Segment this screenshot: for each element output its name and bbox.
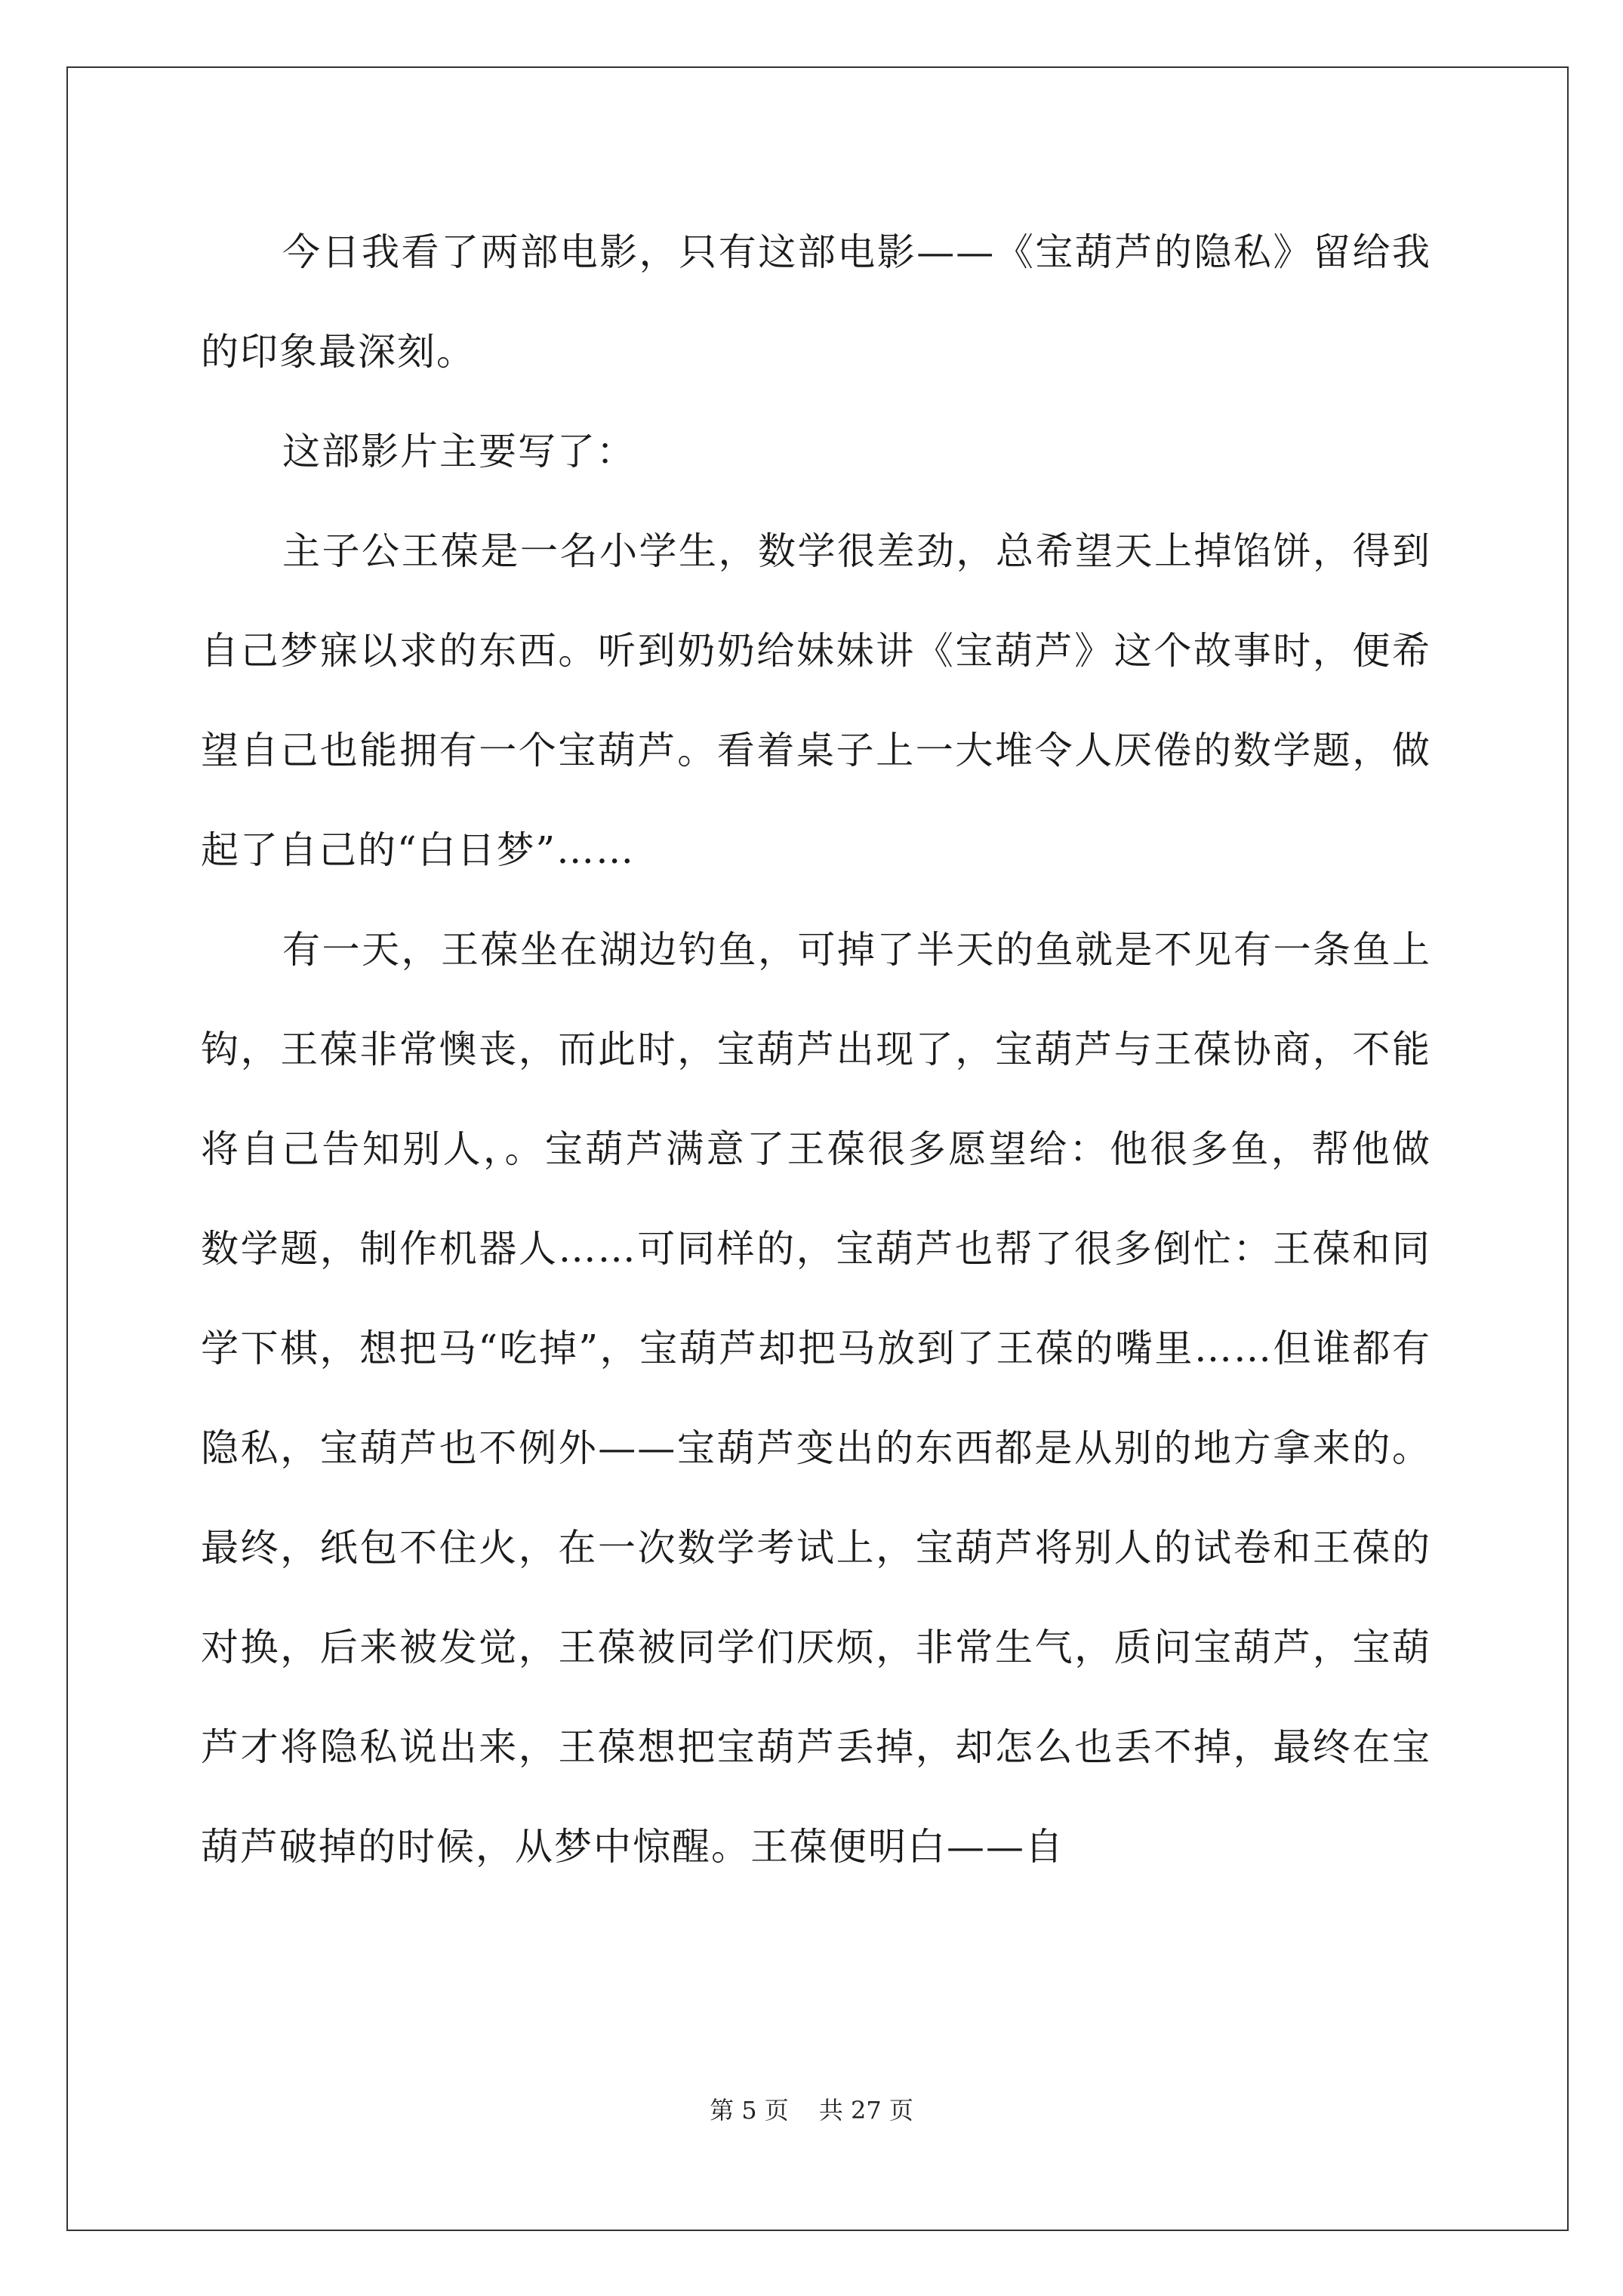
page-number: 第 5 页 — [710, 2096, 789, 2125]
paragraph-2: 这部影片主要写了： — [282, 430, 636, 473]
page-footer — [0, 2095, 1623, 2125]
paragraph-4: 有一天，王葆坐在湖边钓鱼，可掉了半天的鱼就是不见有一条鱼上钩，王葆非常懊丧，而此时，宝葫芦出现了，宝葫芦与王葆协商，不能将自己告知别人，。宝葫芦满意了王葆很多愿望给：他很多鱼，帮他做数学题，制作机器人……可同样的，宝葫芦也帮了很多倒忙：王葆和同学下棋，想把马“吃掉”，宝葫芦却把马放到了王葆的嘴里……但谁都有隐私，宝葫芦也不例外——宝葫芦变出的东西都是从别的地方拿来的。最终，纸包不住火，在一次数学考试上，宝葫芦将别人的试卷和王葆的对换，后来被发觉，王葆被同学们厌烦，非常生气，质问宝葫芦，宝葫芦才将隐私说出来，王葆想把宝葫芦丢掉，却怎么也丢不掉，最终在宝葫芦破掉的时候，从梦中惊醒。王葆便明白——自 — [201, 928, 1431, 1869]
paragraph-3: 主子公王葆是一名小学生，数学很差劲，总希望天上掉馅饼，得到自己梦寐以求的东西。听到奶奶给妹妹讲《宝葫芦》这个故事时，便希望自己也能拥有一个宝葫芦。看着桌子上一大堆令人厌倦的数学题，做起了自己的“白日梦”…… — [201, 529, 1431, 872]
paragraph-1: 今日我看了两部电影，只有这部电影——《宝葫芦的隐私》留给我的印象最深刻。 — [201, 230, 1431, 374]
document-body — [201, 202, 1431, 1897]
page-total: 共 27 页 — [818, 2096, 913, 2125]
